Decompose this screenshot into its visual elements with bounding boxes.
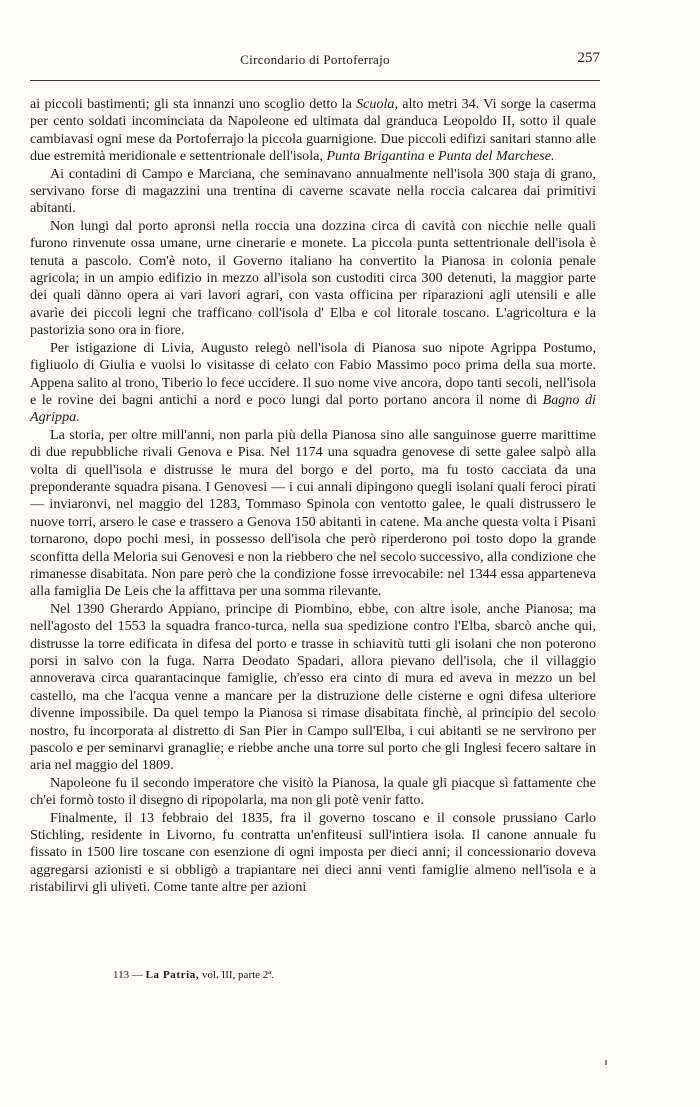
paragraph [30, 427, 596, 601]
text-segment: alto metri 34. Vi sorge la caserma per cento soldati incominciata da Napoleone ed ultimata dal granduca Leopoldo II, sotto il quale cambiavasi ogni mese da Portoferrajo la piccola guarnigione. Due piccoli edifizi sanitari stanno alle due estremità meridionale e settentrionale dell'isola, [30, 96, 596, 165]
text-segment: Nel 1390 Gherardo Appiano, principe di Piombino, ebbe, con altre isole, anche Pianosa; ma nell'agosto del 1553 la squadra franco-turca, nella sua spedizione contro l'Elba, sbarcò anche qui, distrusse la torre edificata in difesa del porto e trasse in schiavitù tutti gli isolani che non poterono porsi in salvo con la fuga. Narra Deodato Spadari, allora pievano dell'isola, che il villaggio annoverava circa quarantacinque famiglie, ch'esso era cinto di mura ed aveva in mezzo un bel castello, ma che l'acqua venne a mancare per la distruzione delle cisterne e ogni difesa ulteriore divenne impossibile. Da quel tempo la Pianosa si rimase disabitata finchè, al principio del secolo nostro, fu incorporata al distretto di San Pier in Campo sull'Elba, i cui abitanti se ne servirono per pascolo e per seminarvi granaglie; e riebbe anche una torre sul porto che gli Inglesi fecero saltare in aria nel maggio del 1809. [30, 600, 596, 774]
text-segment: Non lungi dal porto apronsi nella roccia una dozzina circa di cavità con nicchie nelle quali furono rinvenute ossa umane, urne cinerarie e monete. La piccola punta settentrionale dell'isola è tenuta a pascolo. Com'è noto, il Governo italiano ha convertito la Pianosa in colonia penale agricola; in un ampio edifizio in mezzo all'isola son custoditi circa 300 detenuti, la maggior parte dei quali dànno opera ai vari lavori agrari, con vasta officina per riparazioni agli utensili e alle avarìe dei piccoli legni che trafficano coll'isola d' Elba e col litorale toscano. L'agricoltura e la pastorizia sono ora in fiore. [30, 217, 596, 339]
page-number: 257 [577, 50, 600, 66]
page-header [30, 50, 600, 78]
paragraph [30, 601, 596, 775]
text-segment: La storia, per oltre mill'anni, non parla più della Pianosa sino alle sanguinose guerre marittime di due repubbliche rivali Genova e Pisa. Nel 1174 una squadra genovese di sette galee salpò alla volta di quell'isola e distrusse le mura del borgo e del porto, ma fu tosto cacciata da una preponderante squadra pisana. I Genovesi — i cui annali dipingono quegli isolani quali feroci pirati — inviaronvi, nel maggio del 1283, Tommaso Spinola con ventotto galee, le quali distrussero le nuove torri, arsero le case e trassero a Genova 150 abitanti in catene. Ma anche questa volta i Pisani tornarono, dopo pochi mesi, in possesso dell'isola che però riperderono poi tosto dopo la grande sconfitta della Meloria sui Genovesi e non la riebbero che nel secolo successivo, alla condizione che rimanesse disabitata. Non pare però che la condizione fosse irrevocabile: nel 1344 essa apparteneva alla famiglia De Leis che la affittava per una somma rilevante. [30, 426, 596, 600]
footer-work-title: La Patria, [145, 969, 200, 981]
italic-text: Punta Brigantina [326, 148, 425, 165]
italic-text: Scuola, [356, 96, 398, 112]
paragraph [30, 218, 596, 340]
body-text [30, 96, 596, 897]
footer-volume-part: vol. III, parte 2ª. [202, 969, 275, 981]
text-segment: Per istigazione di Livia, Augusto relegò nell'isola di Pianosa suo nipote Agrippa Postumo, figliuolo di Giulia e vuolsi lo visitasse di celato con Fabio Massimo poco prima della sua morte. Appena salito al trono, Tiberio lo fece uccidere. Il suo nome vive ancora, dopo tanti secoli, nell'isola e le rovine dei bagni antichi a nord e poco lungi dal porto portano ancora il nome di [30, 339, 596, 408]
paragraph [30, 775, 596, 810]
text-segment: Finalmente, il 13 febbraio del 1835, fra il governo toscano e il console prussiano Carlo Stichling, residente in Livorno, fu contratta un'enfiteusi sull'intiera isola. Il canone annuale fu fissato in 1500 lire toscane con esenzione di ogni imposta per dieci anni; il concessionario doveva aggregarsi azionisti e si obbligò a trapiantare nei dieci anni venti famiglie almeno nell'isola e a ristabilirvi gli uliveti. Come tante altre per azioni [30, 809, 596, 896]
footer-dash: — [131, 969, 143, 981]
paragraph [30, 96, 596, 166]
italic-text: Bagno di Agrippa. [30, 391, 596, 426]
footer-sheet-number: 113 [113, 969, 130, 981]
header-rule [30, 80, 600, 81]
paragraph [30, 166, 596, 218]
text-segment: e [424, 148, 439, 165]
text-segment: Ai contadini di Campo e Marciana, che seminavano annualmente nell'isola 300 staja di grano, servivano forse di magazzini una trentina di caverne scavate nella roccia calcarea dai primitivi abitanti. [30, 165, 596, 217]
italic-text: Punta del Marchese. [438, 148, 555, 165]
page-footer [113, 969, 274, 981]
paragraph [30, 340, 596, 427]
running-head: Circondario di Portoferrajo [240, 52, 390, 67]
text-segment: ai piccoli bastimenti; gli sta innanzi uno scoglio detto la [30, 96, 357, 112]
page-speck [605, 1060, 607, 1065]
paragraph [30, 810, 596, 897]
text-segment: Napoleone fu il secondo imperatore che visitò la Pianosa, la quale gli piacque sì fattamente che ch'ei formò tosto il disegno di ripopolarla, ma non gli potè venir fatto. [30, 774, 596, 809]
